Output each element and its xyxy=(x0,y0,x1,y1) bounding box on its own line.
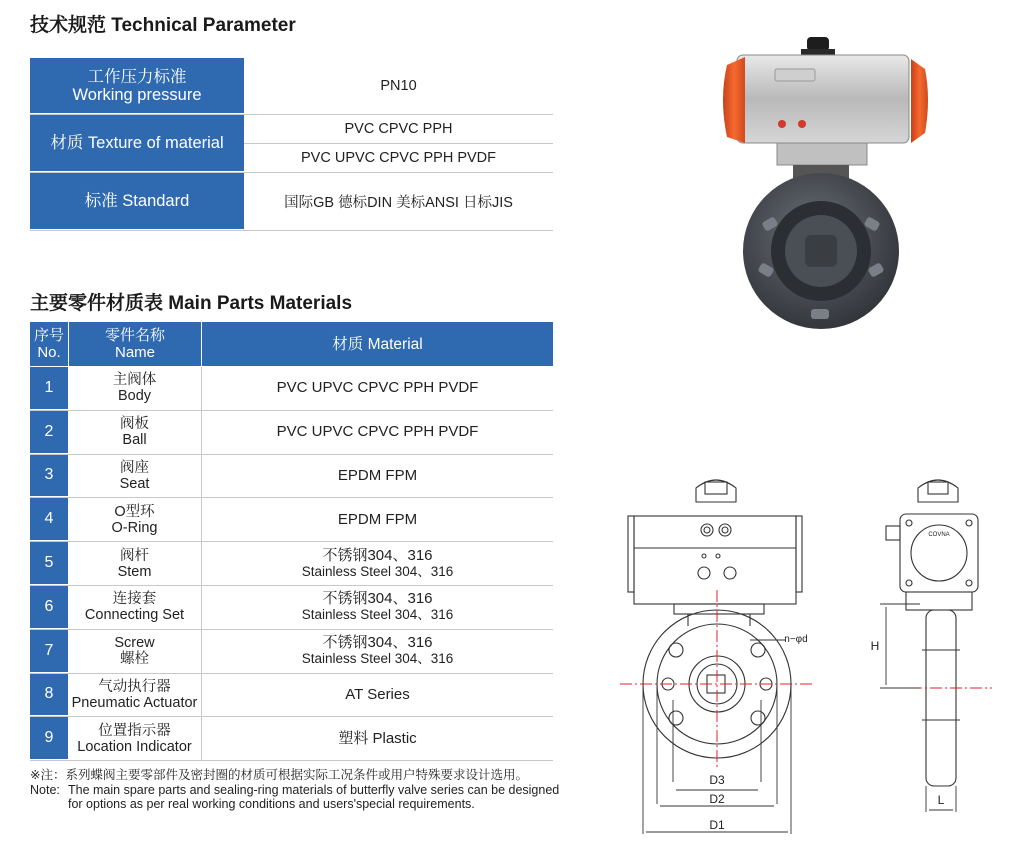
part-material-bottom: Stainless Steel 304、316 xyxy=(301,563,454,579)
part-material-top: 塑料 Plastic xyxy=(338,729,417,747)
tp-value: PVC UPVC CPVC PPH PVDF xyxy=(244,143,553,172)
part-material-top: 不锈钢304、316 xyxy=(322,634,433,652)
header-name-cn: 零件名称 xyxy=(104,327,165,344)
parts-row-name xyxy=(68,498,202,541)
part-name-bottom: Pneumatic Actuator xyxy=(71,694,198,711)
dim-d1: D1 xyxy=(709,818,725,832)
parts-row-material xyxy=(202,542,553,585)
tp-value: PN10 xyxy=(380,78,417,94)
parts-row-no: 3 xyxy=(30,455,68,498)
tp-label xyxy=(30,58,244,114)
parts-row xyxy=(30,542,553,586)
indicator-knob xyxy=(807,37,829,51)
parts-row-name xyxy=(68,411,202,454)
part-material-top: PVC UPVC CPVC PPH PVDF xyxy=(276,379,479,397)
technical-parameter-table xyxy=(30,58,553,231)
drawing-brand: COVNA xyxy=(928,532,950,538)
tp-label: 标准 Standard xyxy=(30,173,244,230)
part-material-top: PVC UPVC CPVC PPH PVDF xyxy=(276,423,479,441)
parts-row xyxy=(30,498,553,542)
part-name-bottom: Stem xyxy=(117,563,152,580)
actuator-end-cap-left xyxy=(723,57,745,143)
part-name-top: 气动执行器 xyxy=(98,678,171,695)
dim-bolt: n−φd xyxy=(784,634,808,645)
dim-h: H xyxy=(870,639,880,653)
tp-value: 国际GB 德标DIN 美标ANSI 日标JIS xyxy=(284,195,513,211)
part-name-bottom: Location Indicator xyxy=(77,738,192,755)
parts-row-no: 9 xyxy=(30,717,68,760)
parts-row-name xyxy=(68,367,202,410)
parts-row-material xyxy=(202,498,553,541)
part-material-top: EPDM FPM xyxy=(337,510,418,528)
dim-d2: D2 xyxy=(709,792,725,806)
parts-row-name xyxy=(68,542,202,585)
parts-row xyxy=(30,717,553,761)
drawing-indicator xyxy=(696,480,736,502)
part-name-bottom: O-Ring xyxy=(111,519,158,536)
parts-row-material xyxy=(202,586,553,629)
parts-row-no: 2 xyxy=(30,411,68,454)
part-material-top: AT Series xyxy=(345,685,410,703)
tp-row-material xyxy=(30,115,553,173)
header-no xyxy=(30,322,68,366)
parts-row-material xyxy=(202,455,553,498)
tp-label-en: Working pressure xyxy=(72,85,202,104)
part-material-top: EPDM FPM xyxy=(337,466,418,484)
parts-row-no: 1 xyxy=(30,367,68,410)
technical-parameter-title: 技术规范 Technical Parameter xyxy=(30,15,296,36)
parts-row-material xyxy=(202,411,553,454)
part-name-top: 主阀体 xyxy=(112,372,157,389)
part-name-top: 阀杆 xyxy=(120,547,149,564)
part-name-bottom: Seat xyxy=(119,475,150,492)
dim-l: L xyxy=(937,793,945,807)
note-label: Note: xyxy=(30,782,60,797)
valve-technical-drawing xyxy=(600,470,1010,840)
header-name xyxy=(68,322,202,366)
tp-label-cn: 工作压力标准 xyxy=(87,67,187,86)
parts-row-no: 5 xyxy=(30,542,68,585)
footnote xyxy=(30,768,559,812)
parts-row-name xyxy=(68,674,202,717)
main-parts-table xyxy=(30,322,553,761)
drawing-side-actuator xyxy=(900,514,978,592)
tp-row-standard xyxy=(30,173,553,231)
part-name-top: 阀板 xyxy=(120,416,149,433)
parts-row xyxy=(30,630,553,674)
parts-row-material xyxy=(202,367,553,410)
part-name-top: 阀座 xyxy=(120,459,149,476)
header-no-en: No. xyxy=(37,344,61,361)
parts-row-no: 8 xyxy=(30,674,68,717)
part-name-top: Screw xyxy=(114,635,155,652)
header-name-en: Name xyxy=(114,344,155,361)
parts-row-material xyxy=(202,717,553,760)
main-parts-header xyxy=(30,322,553,367)
note-cn: ※注：系列蝶阀主要零部件及密封圈的材质可根据实际工况条件或用户特殊要求设计选用。 xyxy=(30,768,528,782)
header-material: 材质 Material xyxy=(332,335,423,353)
part-name-bottom: Ball xyxy=(122,432,147,449)
parts-row xyxy=(30,367,553,411)
part-material-bottom: Stainless Steel 304、316 xyxy=(301,651,454,667)
parts-row xyxy=(30,411,553,455)
part-material-top: 不锈钢304、316 xyxy=(322,546,433,564)
tp-value: PVC CPVC PPH xyxy=(344,121,453,137)
parts-row-no: 6 xyxy=(30,586,68,629)
actuator-body xyxy=(737,55,909,143)
parts-row-material xyxy=(202,630,553,673)
parts-row xyxy=(30,674,553,718)
parts-row-name xyxy=(68,586,202,629)
drawing-actuator xyxy=(634,516,796,604)
part-name-top: 位置指示器 xyxy=(98,722,171,739)
valve-product-photo xyxy=(715,25,935,345)
parts-row xyxy=(30,455,553,499)
parts-row xyxy=(30,586,553,630)
part-material-top: 不锈钢304、316 xyxy=(322,590,433,608)
part-name-bottom: Connecting Set xyxy=(84,607,185,624)
drawing-centerlines xyxy=(620,590,992,770)
tp-row-working-pressure xyxy=(30,58,553,115)
main-parts-title: 主要零件材质表 Main Parts Materials xyxy=(30,293,353,314)
tp-label: 材质 Texture of material xyxy=(30,115,244,172)
part-name-bottom: 螺栓 xyxy=(120,651,149,668)
main-parts-body xyxy=(30,367,553,761)
parts-row-name xyxy=(68,717,202,760)
parts-row-name xyxy=(68,630,202,673)
part-name-top: 连接套 xyxy=(112,591,157,608)
parts-row-material xyxy=(202,674,553,717)
actuator-end-cap-right xyxy=(911,59,928,143)
note-en-line1: The main spare parts and sealing-ring materials of butterfly valve series can be designed xyxy=(68,782,560,797)
part-name-top: O型环 xyxy=(114,503,155,520)
note-en-line2: for options as per real working conditions and users'special requirements. xyxy=(68,797,475,811)
header-no-cn: 序号 xyxy=(33,327,64,344)
part-material-bottom: Stainless Steel 304、316 xyxy=(301,607,454,623)
parts-row-name xyxy=(68,455,202,498)
parts-row-no: 7 xyxy=(30,630,68,673)
part-name-bottom: Body xyxy=(117,388,152,405)
dim-d3: D3 xyxy=(709,773,725,787)
parts-row-no: 4 xyxy=(30,498,68,541)
